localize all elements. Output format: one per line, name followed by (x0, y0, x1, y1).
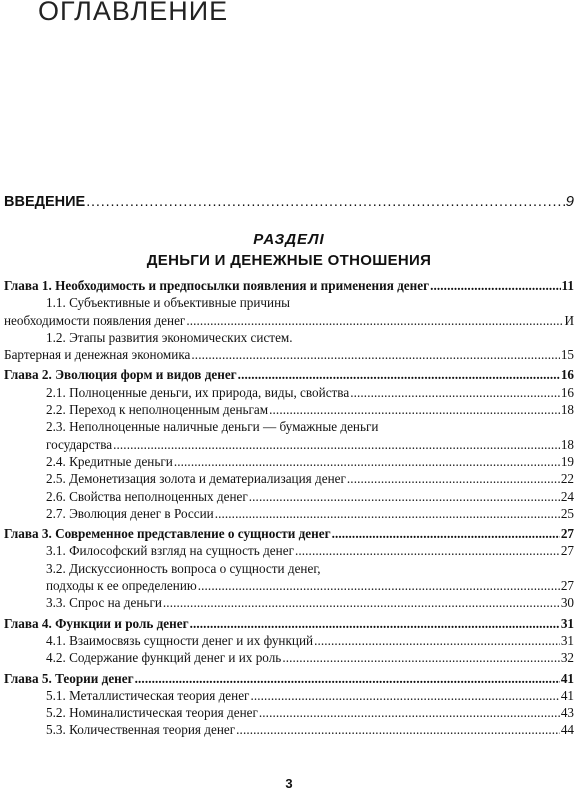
toc-section-3-2-line1[interactable]: 3.2. Дискуссионность вопроса о сущности денег, (46, 560, 321, 576)
toc-section-3-1[interactable] (4, 542, 574, 559)
section-label: РАЗДЕЛI (253, 231, 325, 248)
leader-dots (350, 384, 560, 401)
toc-section-3-2[interactable] (4, 577, 574, 594)
section-page: 43 (560, 705, 574, 721)
toc-section-1-2-line1[interactable]: 1.2. Этапы развития экономических систем. (46, 329, 293, 345)
toc-section-2-2[interactable] (4, 401, 574, 418)
section-page: 15 (560, 347, 574, 363)
section-title: 5.2. Номиналистическая теория денег (46, 705, 258, 721)
section-title-cont: государства (46, 436, 113, 452)
toc-section-2-7[interactable] (4, 505, 574, 522)
leader-dots (190, 615, 560, 632)
leader-dots (295, 542, 560, 559)
chapter-title: Глава 4. Функции и роль денег (4, 615, 189, 631)
leader-dots (250, 687, 559, 704)
leader-dots (198, 577, 560, 594)
section-page: 27 (560, 578, 574, 594)
leader-dots (186, 312, 563, 329)
chapter-page: 16 (560, 367, 574, 383)
section-title: 3.3. Спрос на деньги (46, 595, 162, 611)
toc-chapter-5[interactable] (4, 670, 574, 687)
toc-section-2-6[interactable] (4, 488, 574, 505)
section-page: 44 (560, 722, 574, 738)
leader-dots (347, 470, 560, 487)
section-title: 4.1. Взаимосвязь сущности денег и их функций (46, 632, 314, 648)
leader-dots (430, 277, 560, 294)
table-of-contents (4, 277, 574, 739)
leader-dots (174, 453, 560, 470)
section-title-cont: подходы к ее определению (46, 578, 197, 594)
toc-section-2-1[interactable] (4, 384, 574, 401)
toc-chapter-2[interactable] (4, 366, 574, 383)
toc-chapter-1[interactable] (4, 277, 574, 294)
leader-dots (332, 525, 560, 542)
introduction-label: ВВЕДЕНИЕ (4, 194, 86, 210)
section-page: 30 (560, 595, 574, 611)
section-title-cont: необходимости появления денег (4, 312, 186, 328)
section-title: 5.3. Количественная теория денег (46, 722, 236, 738)
toc-section-3-3[interactable] (4, 594, 574, 611)
leader-dots (86, 194, 564, 210)
section-title: 2.7. Эволюция денег в России (46, 505, 214, 521)
section-title: 4.2. Содержание функций денег и их роль (46, 650, 282, 666)
toc-section-5-2[interactable] (4, 704, 574, 721)
leader-dots (269, 401, 560, 418)
toc-section-2-3-line1[interactable]: 2.3. Неполноценные наличные деньги — бумажные деньги (46, 419, 379, 435)
toc-section-2-3[interactable] (4, 436, 574, 453)
section-title-cont: Бартерная и денежная экономика (4, 347, 191, 363)
section-page: 19 (560, 453, 574, 469)
section-title: 2.5. Демонетизация золота и дематериализация денег (46, 471, 346, 487)
page-heading: ОГЛАВЛЕНИЕ (38, 0, 229, 26)
leader-dots (236, 721, 560, 738)
section-page: 31 (560, 632, 574, 648)
introduction-page: 9 (565, 193, 574, 210)
chapter-page: 31 (560, 615, 574, 631)
section-title: 2.4. Кредитные деньги (46, 453, 173, 469)
leader-dots (191, 346, 559, 363)
chapter-title: Глава 5. Теории денег (4, 670, 134, 686)
leader-dots (163, 594, 560, 611)
section-title: 2.1. Полноценные деньги, их природа, виды, свойства (46, 384, 350, 400)
toc-section-5-1[interactable] (4, 687, 574, 704)
chapter-page: 11 (561, 278, 574, 293)
chapter-title: Глава 3. Современное представление о сущности денег (4, 526, 331, 542)
leader-dots (135, 670, 560, 687)
section-page: 24 (560, 488, 574, 504)
toc-section-1-2[interactable] (4, 346, 574, 363)
section-title: ДЕНЬГИ И ДЕНЕЖНЫЕ ОТНОШЕНИЯ (146, 252, 432, 269)
section-title: 2.6. Свойства неполноценных денег (46, 488, 248, 504)
toc-section-1-1[interactable] (4, 312, 574, 329)
toc-section-4-1[interactable] (4, 632, 574, 649)
section-page: 16 (560, 384, 574, 400)
section-page: 41 (560, 687, 574, 703)
section-title: 2.2. Переход к неполноценным деньгам (46, 402, 269, 418)
leader-dots (314, 632, 560, 649)
section-title: 3.1. Философский взгляд на сущность денег (46, 543, 294, 559)
chapter-title: Глава 2. Эволюция форм и видов денег (4, 367, 237, 383)
toc-section-4-2[interactable] (4, 649, 574, 666)
toc-entry-introduction[interactable] (4, 193, 574, 210)
toc-section-1-1-line1[interactable]: 1.1. Субъективные и объективные причины (46, 295, 291, 311)
section-page: 18 (560, 436, 574, 452)
leader-dots (215, 505, 560, 522)
section-page: 22 (560, 471, 574, 487)
section-page: 18 (560, 402, 574, 418)
toc-section-5-3[interactable] (4, 721, 574, 738)
toc-section-2-5[interactable] (4, 470, 574, 487)
section-title: 5.1. Металлистическая теория денег (46, 687, 250, 703)
leader-dots (249, 488, 560, 505)
leader-dots (113, 436, 560, 453)
page-number: 3 (285, 776, 293, 791)
section-page: И (564, 312, 574, 328)
toc-chapter-4[interactable] (4, 615, 574, 632)
section-page: 27 (560, 543, 574, 559)
leader-dots (259, 704, 560, 721)
leader-dots (238, 366, 560, 383)
section-page: 25 (560, 505, 574, 521)
chapter-title: Глава 1. Необходимость и предпосылки появления и применения денег (4, 278, 430, 293)
leader-dots (282, 649, 560, 666)
toc-section-2-4[interactable] (4, 453, 574, 470)
chapter-page: 41 (560, 670, 574, 686)
chapter-page: 27 (560, 526, 574, 542)
section-page: 32 (560, 650, 574, 666)
toc-chapter-3[interactable] (4, 525, 574, 542)
